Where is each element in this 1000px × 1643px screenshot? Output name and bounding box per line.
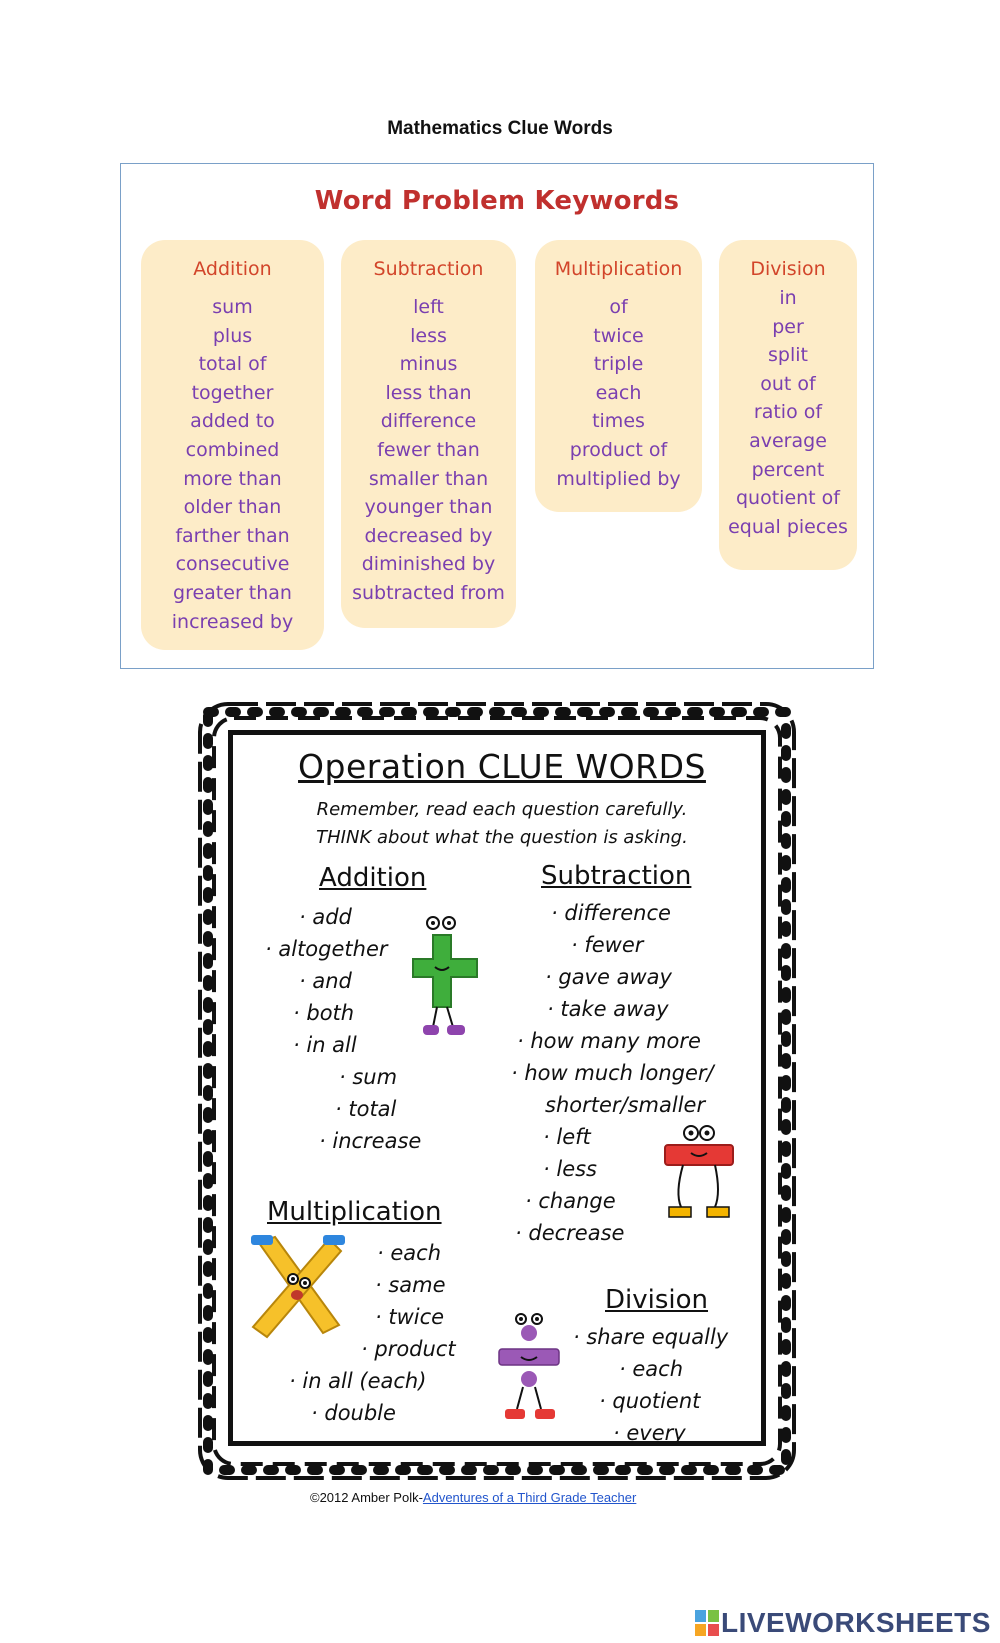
keyword: combined <box>185 438 280 461</box>
clue-item: · twice <box>375 1305 445 1329</box>
credit-link[interactable]: Adventures of a Third Grade Teacher <box>422 1490 637 1505</box>
keyword: diminished by <box>361 553 496 576</box>
clue-item: · add <box>299 905 352 929</box>
clue-item: · in all (each) <box>289 1369 427 1393</box>
keyword: less than <box>385 381 472 404</box>
keyword: of <box>609 296 628 318</box>
clue-item: · decrease <box>515 1221 625 1245</box>
keyword: average <box>749 429 827 452</box>
keyword: minus <box>399 353 458 376</box>
keyword: together <box>191 381 274 404</box>
credit-text: ©2012 Amber Polk- <box>310 1490 423 1505</box>
clue-item: · sum <box>339 1065 398 1089</box>
plus-character-icon <box>411 915 483 1043</box>
keyword-column-multiplication <box>535 240 702 512</box>
keyword: sum <box>212 296 253 318</box>
keyword: subtracted from <box>352 581 505 604</box>
keyword-column-heading: Subtraction <box>373 258 484 280</box>
keyword: times <box>592 410 645 433</box>
keyword-column-heading: Multiplication <box>554 258 683 280</box>
keyword: quotient of <box>736 487 840 510</box>
poster-content <box>228 730 766 1446</box>
poster-credit <box>310 1490 636 1505</box>
keyword: older than <box>183 496 282 519</box>
keyword: increased by <box>171 610 294 633</box>
clue-item: · each <box>377 1241 442 1265</box>
clue-item: · change <box>525 1189 616 1213</box>
keywords-title: Word Problem Keywords <box>314 186 680 216</box>
keyword: decreased by <box>364 524 493 547</box>
keyword: total of <box>198 353 267 376</box>
poster-subtitle-line1: Remember, read each question carefully. <box>316 799 688 820</box>
keyword: split <box>768 344 808 367</box>
keyword-column-addition <box>141 240 324 650</box>
liveworksheets-brand: LIVEWORKSHEETS <box>721 1607 991 1638</box>
clue-item: · left <box>543 1125 591 1149</box>
times-character-icon <box>245 1233 345 1343</box>
keyword: added to <box>190 410 275 433</box>
clue-item: · fewer <box>571 933 644 957</box>
clue-item: · how much longer/ <box>511 1061 714 1085</box>
section-heading-addition: Addition <box>319 863 427 893</box>
keyword-column-heading: Addition <box>193 258 272 280</box>
section-heading-multiplication: Multiplication <box>267 1197 442 1227</box>
clue-item: · take away <box>547 997 669 1021</box>
keyword-column-subtraction <box>341 240 516 628</box>
keyword-column-division <box>719 240 857 570</box>
keyword: product of <box>569 438 668 461</box>
liveworksheets-logo-icon <box>695 1610 719 1636</box>
clue-item: · each <box>619 1357 684 1381</box>
keyword: equal pieces <box>728 515 848 538</box>
keyword: consecutive <box>175 553 290 576</box>
keyword: fewer than <box>377 438 480 461</box>
keyword: plus <box>212 324 253 347</box>
keyword: multiplied by <box>556 467 681 490</box>
divide-character-icon <box>495 1313 565 1427</box>
poster-subtitle-line2: THINK about what the question is asking. <box>316 827 688 848</box>
keyword: ratio of <box>753 401 823 424</box>
keyword: triple <box>593 353 644 376</box>
minus-character-icon <box>661 1123 737 1227</box>
keyword: per <box>772 315 804 338</box>
keywords-panel <box>120 163 874 669</box>
clue-item: · and <box>299 969 352 993</box>
keyword: younger than <box>364 496 493 519</box>
clue-item: · quotient <box>599 1389 701 1413</box>
keyword: out of <box>760 372 816 395</box>
clue-item: · less <box>543 1157 597 1181</box>
keyword: smaller than <box>368 467 489 490</box>
clue-item: · total <box>335 1097 397 1121</box>
clue-item: · increase <box>319 1129 422 1153</box>
clue-item: · every <box>613 1421 686 1445</box>
clue-item: · gave away <box>545 965 672 989</box>
clue-words-poster <box>182 692 812 1517</box>
page-title: Mathematics Clue Words <box>387 118 613 139</box>
keyword: greater than <box>173 581 292 604</box>
keyword: left <box>413 296 444 318</box>
keyword: more than <box>183 467 282 490</box>
keyword: difference <box>380 410 477 433</box>
clue-item: · altogether <box>265 937 388 961</box>
clue-item: · double <box>311 1401 396 1425</box>
keyword: less <box>410 324 447 347</box>
clue-item: · product <box>361 1337 456 1361</box>
clue-item: · in all <box>293 1033 357 1057</box>
clue-item: · how many more <box>517 1029 701 1053</box>
keyword: each <box>595 381 642 404</box>
keyword: in <box>779 287 797 309</box>
clue-item: · share equally <box>573 1325 729 1349</box>
clue-item: · same <box>375 1273 446 1297</box>
poster-title: Operation CLUE WORDS <box>298 747 706 786</box>
liveworksheets-logo <box>695 1607 991 1639</box>
clue-item: · difference <box>551 901 671 925</box>
keyword: twice <box>593 324 644 347</box>
keyword-column-heading: Division <box>750 258 826 280</box>
section-heading-subtraction: Subtraction <box>541 861 692 891</box>
clue-item: · both <box>293 1001 355 1025</box>
clue-item: shorter/smaller <box>545 1093 706 1117</box>
keyword: percent <box>751 458 825 481</box>
section-heading-division: Division <box>605 1285 709 1315</box>
keyword: farther than <box>175 524 290 547</box>
